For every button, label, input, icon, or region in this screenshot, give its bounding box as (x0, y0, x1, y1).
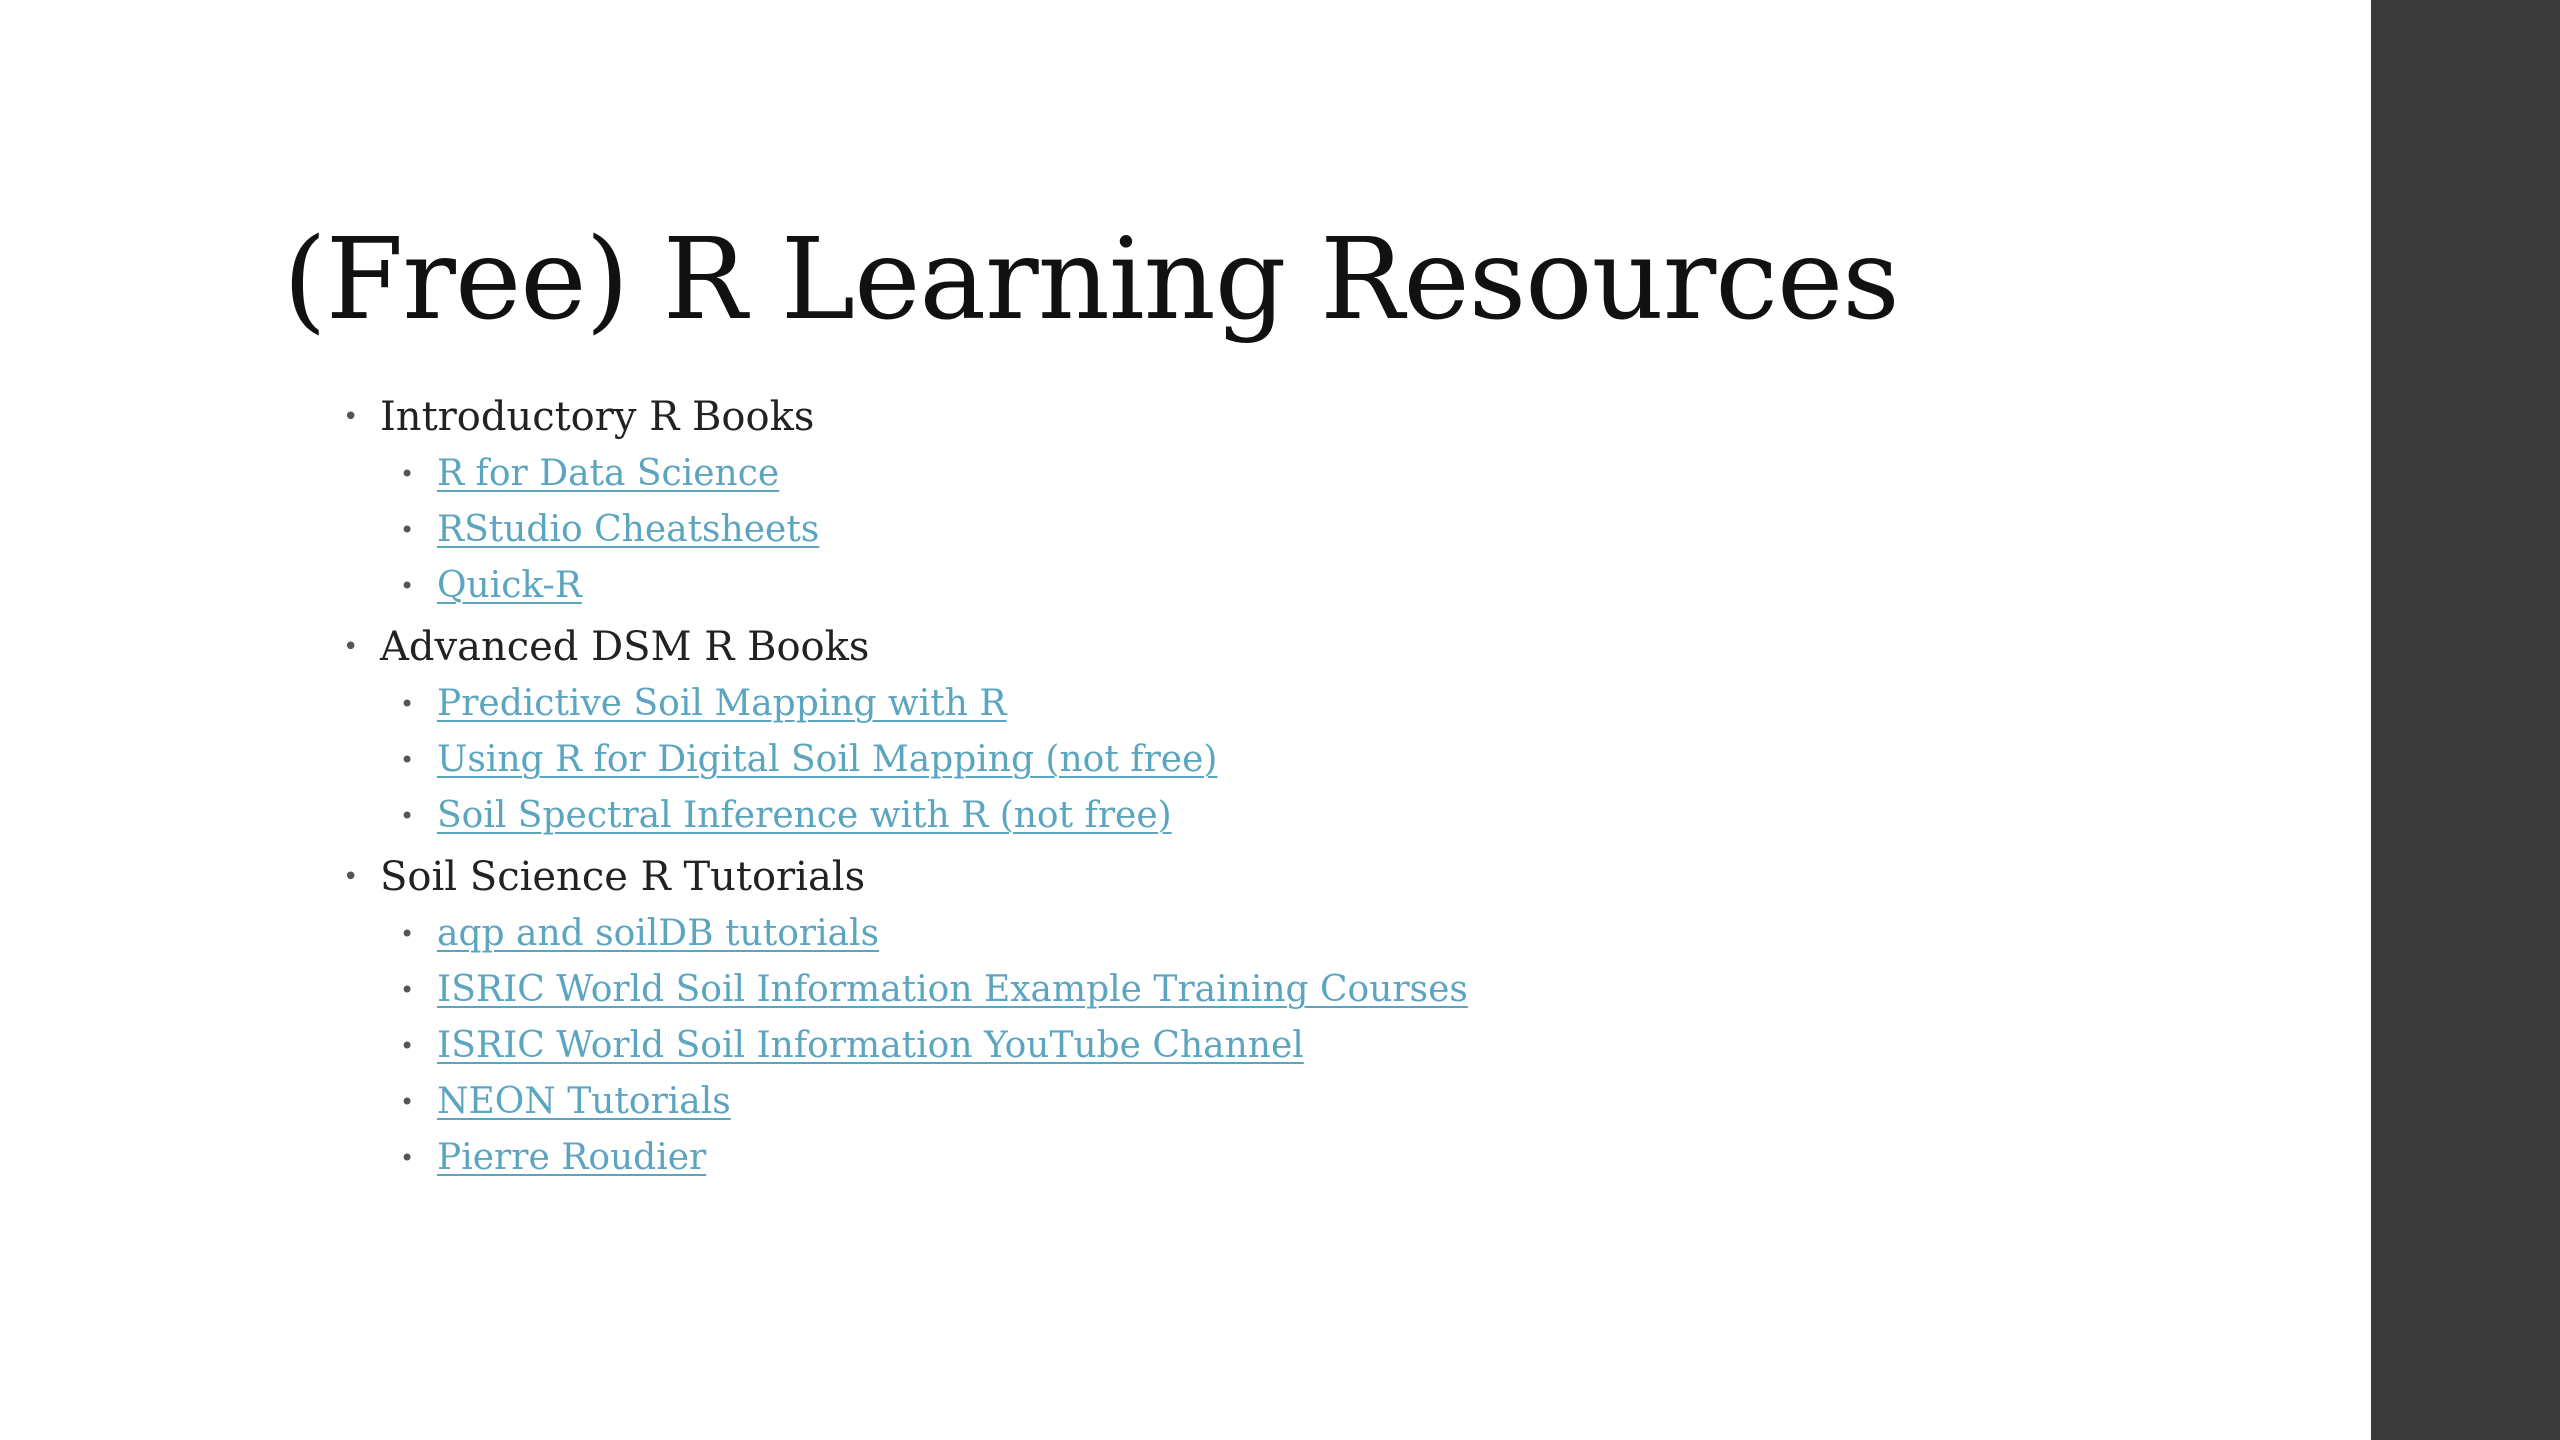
bullet-icon: • (400, 802, 415, 830)
section-label: Introductory R Books (380, 394, 815, 440)
bullet-icon: • (343, 632, 359, 662)
link-rstudio-cheatsheets[interactable]: RStudio Cheatsheets (437, 509, 820, 550)
section-introductory-r-books (340, 388, 1468, 446)
list-item (340, 732, 1468, 788)
link-r-for-data-science[interactable]: R for Data Science (437, 453, 780, 494)
link-isric-training-courses[interactable]: ISRIC World Soil Information Example Training Courses (437, 969, 1468, 1010)
bullet-icon: • (400, 460, 415, 488)
link-isric-youtube-channel[interactable]: ISRIC World Soil Information YouTube Channel (437, 1025, 1304, 1066)
bullet-icon: • (343, 402, 359, 432)
link-using-r-for-dsm[interactable]: Using R for Digital Soil Mapping (not free) (437, 739, 1218, 780)
slide-content (340, 384, 1468, 1186)
section-advanced-dsm-r-books (340, 618, 1468, 676)
list-item (340, 962, 1468, 1018)
bullet-icon: • (400, 1144, 415, 1172)
bullet-icon: • (400, 690, 415, 718)
list-item (340, 446, 1468, 502)
bullet-icon: • (343, 862, 359, 892)
bullet-icon: • (400, 976, 415, 1004)
bullet-icon: • (400, 746, 415, 774)
link-pierre-roudier[interactable]: Pierre Roudier (437, 1137, 707, 1178)
list-item (340, 906, 1468, 962)
section-soil-science-r-tutorials (340, 848, 1468, 906)
link-aqp-soildb-tutorials[interactable]: aqp and soilDB tutorials (437, 913, 880, 954)
bullet-icon: • (400, 1088, 415, 1116)
list-item (340, 676, 1468, 732)
link-predictive-soil-mapping[interactable]: Predictive Soil Mapping with R (437, 683, 1007, 724)
link-soil-spectral-inference[interactable]: Soil Spectral Inference with R (not free) (437, 795, 1172, 836)
list-item (340, 788, 1468, 844)
bullet-icon: • (400, 1032, 415, 1060)
list-item (340, 558, 1468, 614)
bullet-icon: • (400, 572, 415, 600)
slide-title: (Free) R Learning Resources (283, 215, 1899, 345)
section-label: Advanced DSM R Books (380, 624, 870, 670)
side-bar (2371, 0, 2560, 1440)
link-neon-tutorials[interactable]: NEON Tutorials (437, 1081, 731, 1122)
link-quick-r[interactable]: Quick-R (437, 565, 582, 606)
list-item (340, 1074, 1468, 1130)
list-item (340, 1018, 1468, 1074)
section-label: Soil Science R Tutorials (380, 854, 866, 900)
list-item (340, 1130, 1468, 1186)
bullet-icon: • (400, 516, 415, 544)
bullet-icon: • (400, 920, 415, 948)
list-item (340, 502, 1468, 558)
